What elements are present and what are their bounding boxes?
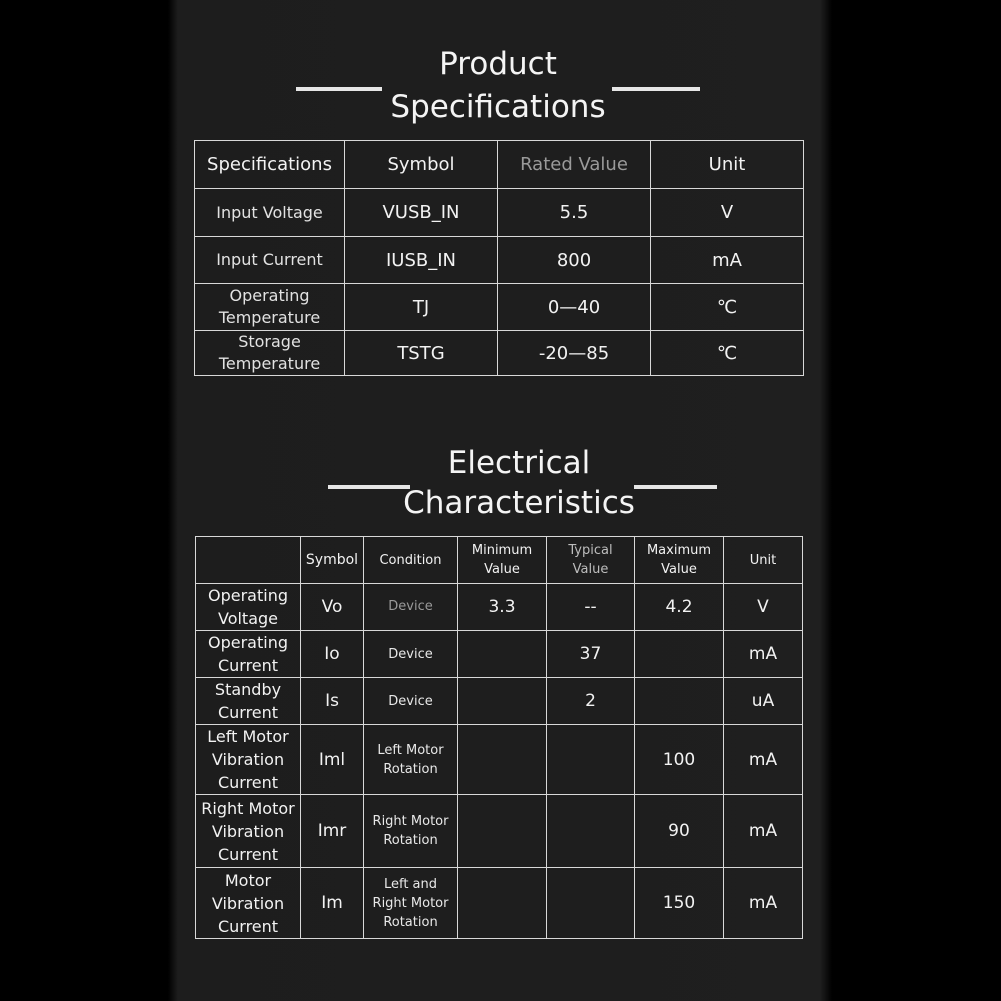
header-blank — [196, 537, 301, 584]
elec-title-line2: Characteristics — [403, 485, 635, 521]
header-maximum-value — [635, 537, 724, 584]
row-label — [196, 678, 301, 725]
row-symbol: Io — [301, 631, 364, 678]
row-condition-line: Rotation — [383, 761, 438, 777]
row-typ — [547, 725, 635, 795]
row-label-line: Input Voltage — [216, 202, 323, 222]
row-condition-line: Device — [388, 599, 433, 614]
row-label-line: Input Current — [216, 250, 323, 269]
row-min: 3.3 — [458, 584, 547, 631]
row-label-line: Current — [217, 844, 279, 864]
row-label — [195, 331, 345, 376]
row-typ — [547, 868, 635, 939]
header-line: Minimum — [471, 543, 533, 558]
row-unit: mA — [651, 237, 804, 284]
row-value: 800 — [498, 237, 651, 284]
row-label — [195, 284, 345, 331]
row-label-line: Vibration — [211, 750, 285, 769]
row-min — [458, 678, 547, 725]
row-max — [635, 631, 724, 678]
row-label-line: Voltage — [217, 609, 278, 628]
row-label-line: Vibration — [211, 821, 285, 841]
row-condition — [364, 631, 458, 678]
row-unit: ℃ — [651, 331, 804, 376]
row-label-line: Operating — [229, 286, 310, 305]
row-label — [195, 237, 345, 284]
row-symbol: Vo — [301, 584, 364, 631]
header-typical-value — [547, 537, 635, 584]
row-condition-line: Rotation — [383, 833, 438, 848]
header-symbol: Symbol — [345, 141, 498, 189]
row-label-line: Current — [217, 916, 279, 936]
row-label — [196, 631, 301, 678]
row-min — [458, 631, 547, 678]
row-symbol: TSTG — [345, 331, 498, 376]
header-unit: Unit — [724, 537, 803, 584]
header-rated-value: Rated Value — [498, 141, 651, 189]
table-row — [196, 631, 803, 678]
table-row — [196, 725, 803, 795]
row-typ: 2 — [547, 678, 635, 725]
row-label — [195, 189, 345, 237]
row-symbol: IUSB_IN — [345, 237, 498, 284]
elec-title-line1: Electrical — [447, 445, 591, 481]
row-symbol: VUSB_IN — [345, 189, 498, 237]
row-unit: V — [724, 584, 803, 631]
row-label-line: Current — [217, 656, 279, 675]
elec-table — [195, 536, 803, 939]
row-symbol: Imr — [301, 795, 364, 868]
table-header-row — [196, 537, 803, 584]
row-unit: V — [651, 189, 804, 237]
title-decor-right-bar — [612, 87, 700, 91]
row-label-line: Current — [217, 703, 279, 722]
row-value: 0—40 — [498, 284, 651, 331]
elec-section-title — [400, 443, 638, 523]
table-row — [196, 868, 803, 939]
row-max: 90 — [635, 795, 724, 868]
header-line: Value — [661, 562, 697, 577]
row-unit: mA — [724, 868, 803, 939]
header-line: Value — [484, 562, 520, 577]
header-minimum-value — [458, 537, 547, 584]
table-row — [195, 284, 804, 331]
header-line: Typical — [568, 543, 613, 558]
row-label — [196, 725, 301, 795]
row-typ — [547, 795, 635, 868]
title-decor-left-bar — [296, 87, 382, 91]
row-label-line: Temperature — [218, 308, 321, 327]
row-label — [196, 795, 301, 868]
row-unit: ℃ — [651, 284, 804, 331]
row-label-line: Operating — [208, 633, 288, 652]
row-max: 150 — [635, 868, 724, 939]
row-label-line: Left Motor — [207, 727, 289, 746]
table-row — [195, 331, 804, 376]
row-label-line: Vibration — [211, 893, 285, 913]
row-condition — [364, 795, 458, 868]
table-row — [195, 189, 804, 237]
row-label — [196, 584, 301, 631]
row-symbol: Iml — [301, 725, 364, 795]
row-condition — [364, 725, 458, 795]
row-condition-line: Left and — [383, 876, 438, 892]
title-decor-right-bar — [634, 485, 717, 489]
spec-table — [194, 140, 804, 376]
row-condition — [364, 868, 458, 939]
row-symbol: TJ — [345, 284, 498, 331]
row-value: -20—85 — [498, 331, 651, 376]
header-unit: Unit — [651, 141, 804, 189]
row-label-line: Current — [217, 773, 279, 792]
spec-title-line1: Product — [439, 46, 557, 82]
header-symbol: Symbol — [301, 537, 364, 584]
spec-title-line2: Specifications — [390, 89, 606, 125]
spec-section-title — [380, 43, 616, 129]
row-unit: uA — [724, 678, 803, 725]
row-symbol: Is — [301, 678, 364, 725]
row-label-line: Operating — [208, 586, 288, 605]
table-row — [196, 584, 803, 631]
row-unit: mA — [724, 795, 803, 868]
row-max: 4.2 — [635, 584, 724, 631]
row-unit: mA — [724, 725, 803, 795]
header-line: Maximum — [646, 543, 712, 558]
row-condition-line: Device — [388, 693, 433, 709]
table-row — [196, 678, 803, 725]
row-max: 100 — [635, 725, 724, 795]
row-value: 5.5 — [498, 189, 651, 237]
row-condition-line: Device — [388, 646, 433, 662]
row-min — [458, 795, 547, 868]
row-condition-line: Left Motor — [377, 742, 444, 758]
row-condition-line: Right Motor — [372, 814, 449, 829]
row-typ: 37 — [547, 631, 635, 678]
row-min — [458, 725, 547, 795]
row-label — [196, 868, 301, 939]
header-specifications: Specifications — [195, 141, 345, 189]
row-label-line: Right Motor — [201, 798, 295, 818]
row-max — [635, 678, 724, 725]
table-header-row — [195, 141, 804, 189]
row-min — [458, 868, 547, 939]
header-condition: Condition — [364, 537, 458, 584]
row-label-line: Standby — [214, 680, 282, 699]
row-condition — [364, 584, 458, 631]
row-label-line: Temperature — [218, 354, 321, 373]
row-label-line: Motor — [224, 870, 272, 890]
table-row — [196, 795, 803, 868]
row-unit: mA — [724, 631, 803, 678]
title-decor-left-bar — [328, 485, 410, 489]
row-condition-line: Right Motor — [372, 895, 449, 911]
row-typ: -- — [547, 584, 635, 631]
row-condition-line: Rotation — [383, 914, 438, 930]
row-symbol: Im — [301, 868, 364, 939]
row-label-line: Storage — [238, 332, 301, 351]
table-row — [195, 237, 804, 284]
header-line: Value — [572, 562, 609, 577]
row-condition — [364, 678, 458, 725]
